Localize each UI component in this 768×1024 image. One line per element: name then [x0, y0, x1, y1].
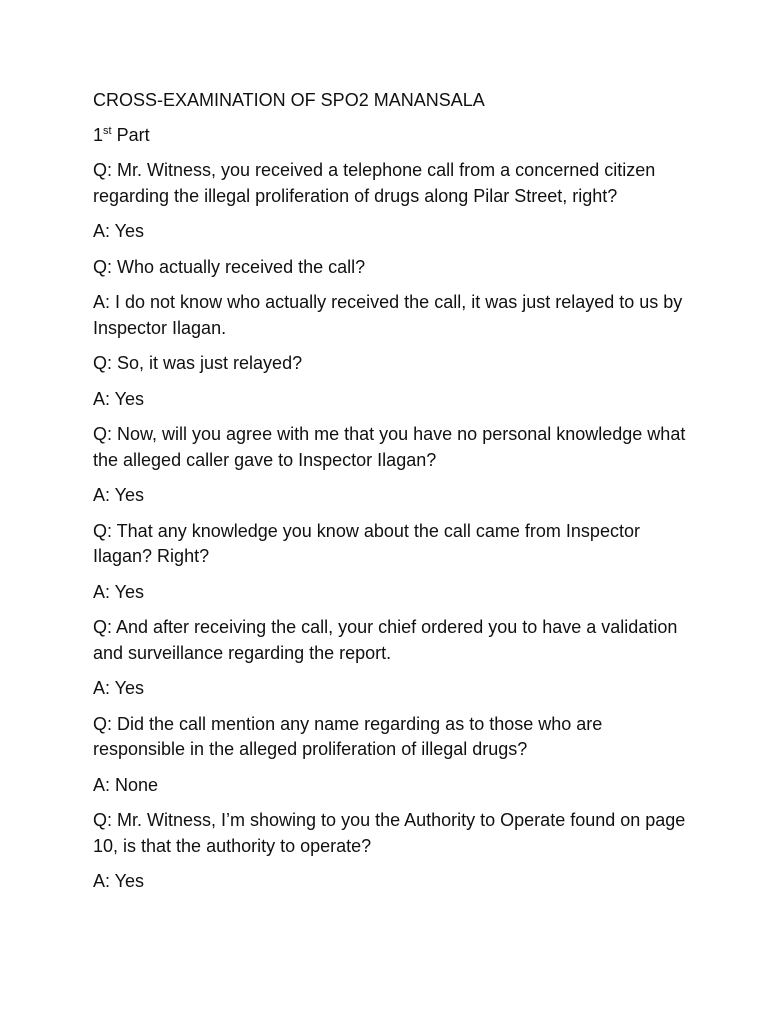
question-paragraph: Q: So, it was just relayed?: [93, 353, 303, 373]
answer-paragraph: A: Yes: [93, 871, 145, 891]
question-paragraph: Q: Did the call mention any name regarding as to those who are responsible in the alleged proliferation of illegal drugs?: [93, 713, 603, 759]
part-label: Part: [111, 124, 150, 145]
answer-paragraph: A: Yes: [93, 678, 145, 698]
question-paragraph: Q: Mr. Witness, I’m showing to you the Authority to Operate found on page 10, is that the authority to operate?: [93, 810, 686, 856]
part-heading: [93, 123, 693, 149]
question-paragraph: Q: Who actually received the call?: [93, 256, 366, 277]
question-paragraph: Q: Mr. Witness, you received a telephone call from a concerned citizen regarding the illegal proliferation of drugs along Pilar Street, right?: [93, 160, 656, 206]
answer-paragraph: A: Yes: [93, 485, 145, 505]
part-ordinal-suffix: st: [103, 124, 112, 137]
answer-paragraph: A: Yes: [93, 388, 145, 409]
part-number: 1: [93, 124, 104, 145]
question-paragraph: Q: Now, will you agree with me that you have no personal knowledge what the alleged caller gave to Inspector Ilagan?: [93, 424, 686, 470]
document-title: CROSS-EXAMINATION OF SPO2 MANANSALA: [93, 90, 485, 110]
document-page: [93, 88, 693, 905]
question-paragraph: Q: That any knowledge you know about the call came from Inspector Ilagan? Right?: [93, 520, 640, 566]
answer-paragraph: A: None: [93, 774, 159, 795]
answer-paragraph: A: I do not know who actually received the call, it was just relayed to us by Inspector Ilagan.: [93, 292, 683, 338]
question-paragraph: Q: And after receiving the call, your chief ordered you to have a validation and surveillance regarding the report.: [93, 617, 678, 663]
answer-paragraph: A: Yes: [93, 581, 145, 602]
answer-paragraph: A: Yes: [93, 221, 145, 241]
